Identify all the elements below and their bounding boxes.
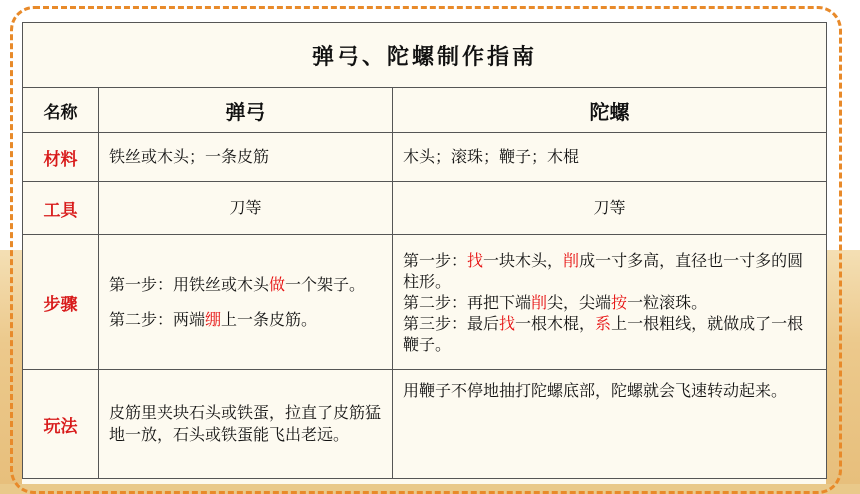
- header-slingshot: 弹弓: [99, 88, 393, 133]
- materials-top: 木头；滚珠；鞭子；木棍: [393, 133, 827, 182]
- label-tools: 工具: [23, 182, 99, 235]
- label-materials: 材料: [23, 133, 99, 182]
- verb-highlight: 削: [531, 292, 548, 312]
- verb-highlight: 系: [595, 313, 612, 333]
- top-step-1: 第一步：找一块木头，削成一寸多高，直径也一寸多的圆柱形。: [403, 250, 804, 291]
- steps-top: [393, 235, 827, 370]
- label-steps: 步骤: [23, 235, 99, 370]
- verb-highlight: 削: [563, 250, 580, 270]
- header-top: 陀螺: [393, 88, 827, 133]
- verb-highlight: 找: [499, 313, 516, 333]
- play-slingshot: 皮筋里夹块石头或铁蛋，拉直了皮筋猛地一放，石头或铁蛋能飞出老远。: [99, 370, 393, 479]
- table-title: 弹弓、陀螺制作指南: [23, 23, 827, 88]
- slingshot-step-2: 第二步：两端绷上一条皮筋。: [109, 310, 318, 329]
- label-play: 玩法: [23, 370, 99, 479]
- row-tools: [23, 182, 827, 235]
- row-materials: [23, 133, 827, 182]
- play-top: 用鞭子不停地抽打陀螺底部，陀螺就会飞速转动起来。: [393, 370, 827, 479]
- slingshot-step-1: 第一步：用铁丝或木头做一个架子。: [109, 275, 366, 294]
- top-step-3: 第三步：最后找一根木棍，系上一根粗线，就做成了一根鞭子。: [403, 313, 804, 354]
- row-steps: [23, 235, 827, 370]
- top-step-2: 第二步：再把下端削尖，尖端按一粒滚珠。: [403, 292, 708, 312]
- tools-top: 刀等: [393, 182, 827, 235]
- title-row: [23, 23, 827, 88]
- guide-table: [22, 22, 827, 479]
- header-name: 名称: [23, 88, 99, 133]
- steps-slingshot: [99, 235, 393, 370]
- verb-highlight: 绷: [205, 310, 222, 329]
- tools-slingshot: 刀等: [99, 182, 393, 235]
- verb-highlight: 按: [611, 292, 628, 312]
- header-row: [23, 88, 827, 133]
- verb-highlight: 做: [269, 275, 286, 294]
- row-play: [23, 370, 827, 479]
- verb-highlight: 找: [467, 250, 484, 270]
- materials-slingshot: 铁丝或木头；一条皮筋: [99, 133, 393, 182]
